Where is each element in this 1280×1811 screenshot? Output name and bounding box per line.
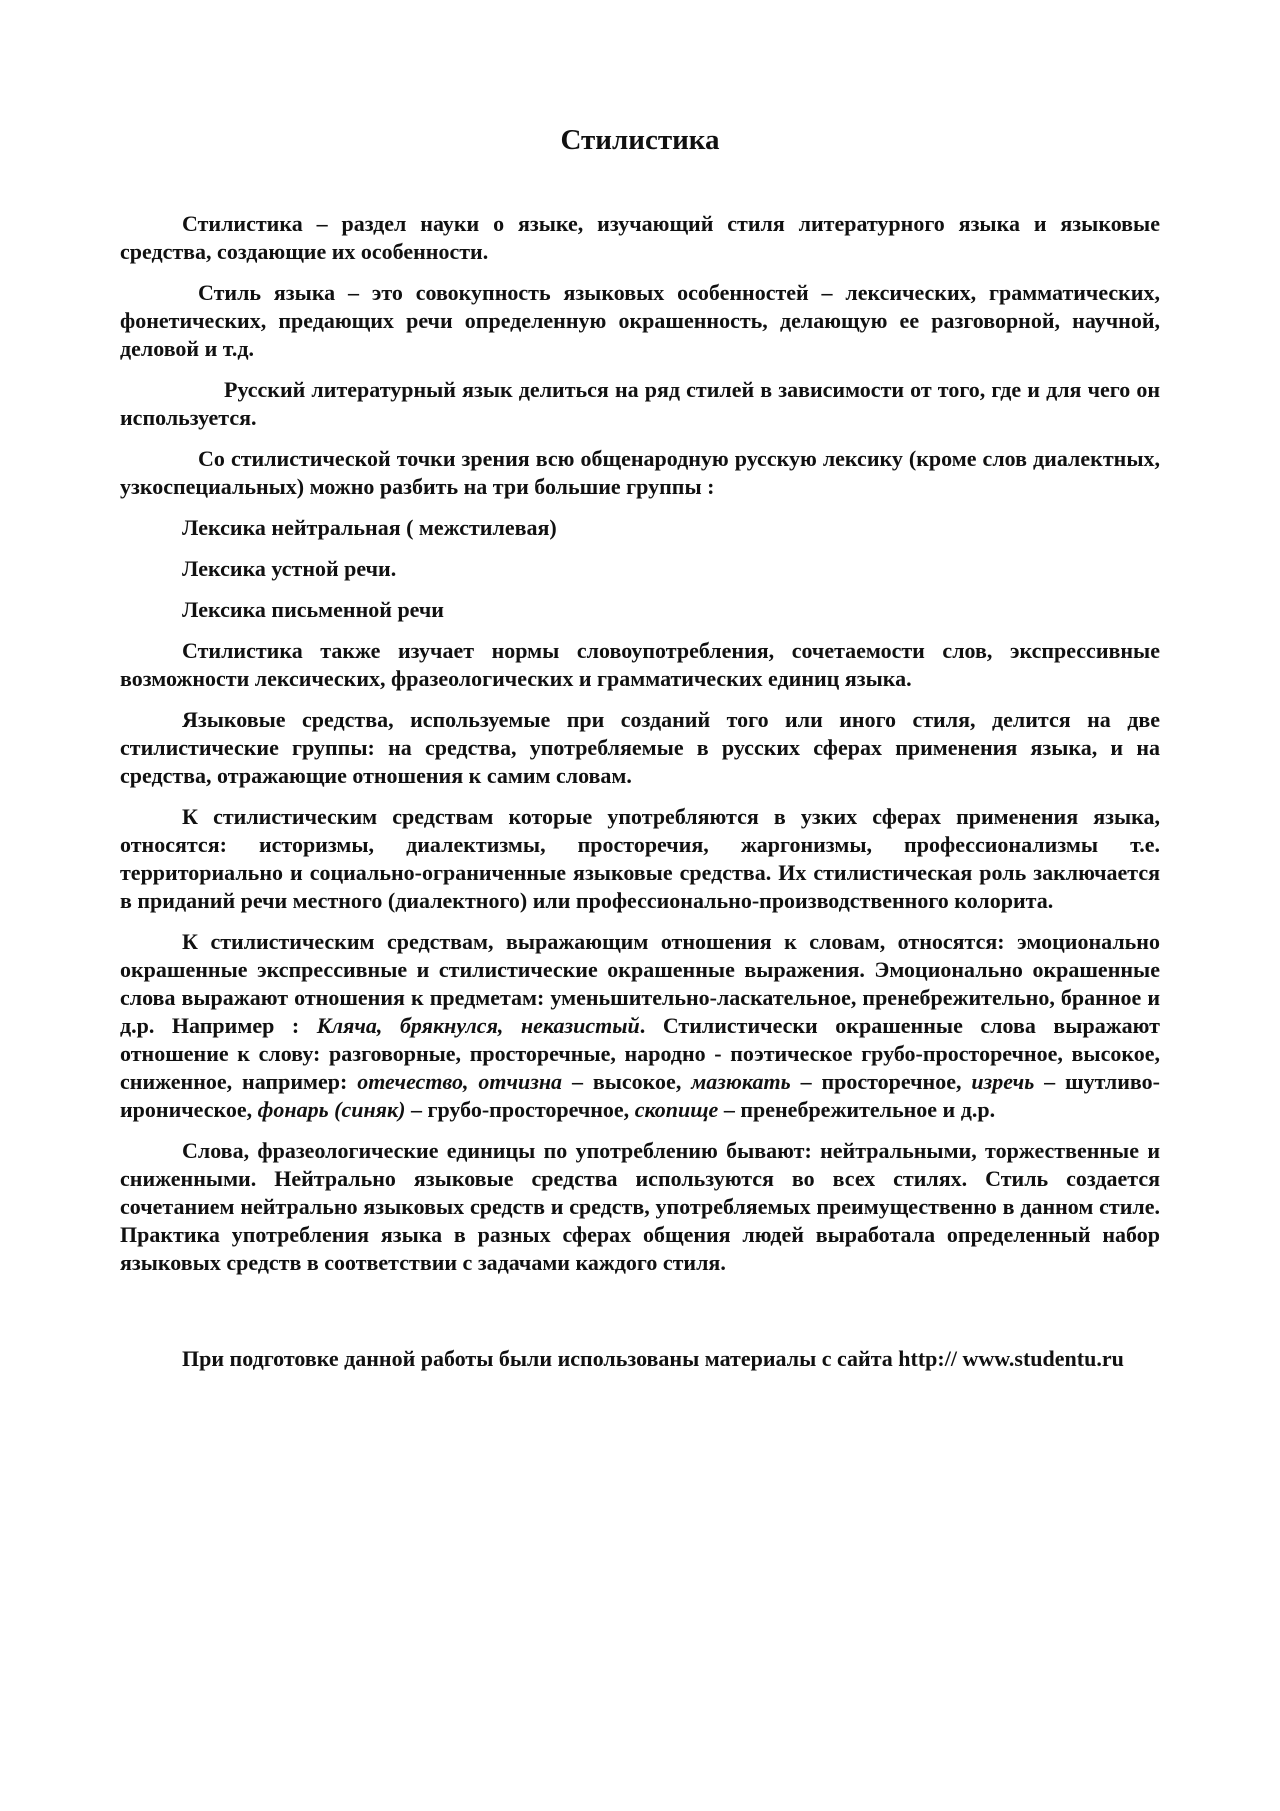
paragraph-style-definition: Стиль языка – это совокупность языковых особенностей – лексических, грамматических, фонетических, предающих речи определенную окрашенность, делающую ее разговорной, научной, деловой и т.д. — [120, 280, 1160, 361]
list-item-written: Лексика письменной речи — [182, 597, 444, 622]
paragraph-definition: Стилистика – раздел науки о языке, изучающий стиля литературного языка и языковые средства, создающие их особенности. — [120, 211, 1160, 264]
document-title: Стилистика — [560, 124, 720, 156]
paragraph-source-note: При подготовке данной работы были использованы материалы с сайта http:// www.studentu.ru — [182, 1346, 1124, 1371]
paragraph-language-means: Языковые средства, используемые при созданий того или иного стиля, делится на две стилистические группы: на средства, употребляемые в русских сферах применения языка, и на средства, отражающие отношения к самим словам. — [120, 707, 1160, 788]
paragraph-usage: Слова, фразеологические единицы по употреблению бывают: нейтральными, торжественные и сниженными. Нейтрально языковые средства используются во всех стилях. Стиль создается сочетанием нейтрально языковых средств и средств, употребляемых преимущественно в данном стиле. Практика употребления языка в разных сферах общения людей выработала определенный набор языковых средств в соответствии с задачами каждого стиля. — [120, 1138, 1160, 1275]
list-item-oral: Лексика устной речи. — [182, 556, 397, 581]
document-page — [120, 0, 1160, 1373]
example-words: отечество, отчизна — [357, 1069, 563, 1094]
example-words: скопище — [634, 1097, 719, 1122]
paragraph-narrow-spheres: К стилистическим средствам которые употребляются в узких сферах применения языка, относятся: историзмы, диалектизмы, просторечия, жаргонизмы, профессионализмы т.е. территориально и социально-ограниченные языковые средства. Их стилистическая роль заключается в приданий речи местного (диалектного) или профессионально-производственного колорита. — [120, 804, 1160, 913]
text-segment: – пренебрежительное и д.р. — [718, 1097, 996, 1122]
text-segment: – высокое, — [562, 1069, 692, 1094]
text-segment: . Стилистически окрашенные слова выражают отношение к слову: разговорные, просторечные, народно - поэтическое грубо-просторечное, высокое, сниженное, например: — [120, 1013, 1160, 1094]
text-segment: – просторечное, — [790, 1069, 972, 1094]
example-words: фонарь (синяк) — [257, 1097, 406, 1122]
example-words: мазюкать — [691, 1069, 791, 1094]
example-words: изречь — [971, 1069, 1035, 1094]
example-words: Кляча, брякнулся, неказистый — [316, 1013, 640, 1038]
text-segment: – грубо-просторечное, — [405, 1097, 635, 1122]
paragraph-literary-language: Русский литературный язык делиться на ряд стилей в зависимости от того, где и для чего он используется. — [120, 377, 1160, 430]
paragraph-attitude-means — [120, 928, 1160, 1124]
paragraph-lexicon-groups: Со стилистической точки зрения всю общенародную русскую лексику (кроме слов диалектных, узкоспециальных) можно разбить на три большие группы : — [120, 446, 1160, 499]
paragraph-norms: Стилистика также изучает нормы словоупотребления, сочетаемости слов, экспрессивные возможности лексических, фразеологических и грамматических единиц языка. — [120, 638, 1160, 691]
list-item-neutral: Лексика нейтральная ( межстилевая) — [182, 515, 557, 540]
text-segment: – шутливо-ироническое, — [120, 1069, 1160, 1122]
text-segment: К стилистическим средствам, выражающим отношения к словам, относятся: эмоционально окрашенные экспрессивные и стилистические окрашенные выражения. Эмоционально окрашенные слова выражают отношения к предметам: уменьшительно-ласкательное, пренебрежительно, бранное и д.р. Например : — [120, 929, 1160, 1038]
